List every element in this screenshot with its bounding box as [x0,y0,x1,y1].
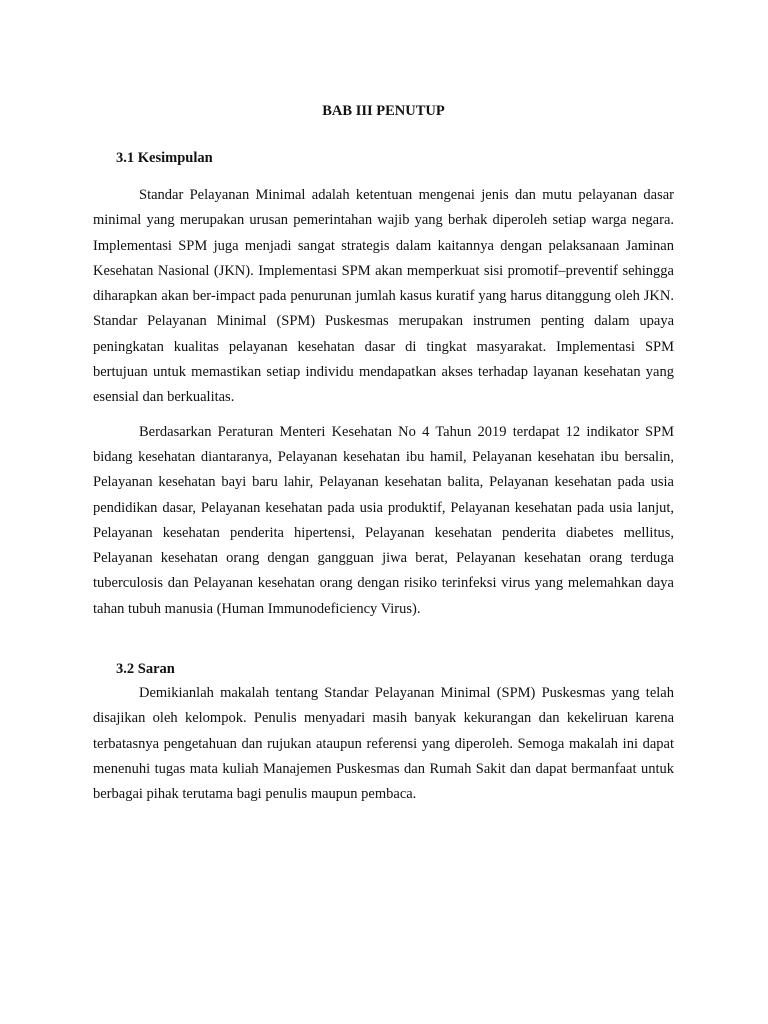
paragraph-kesimpulan-2: Berdasarkan Peraturan Menteri Kesehatan No 4 Tahun 2019 terdapat 12 indikator SPM bidang kesehatan diantaranya, Pelayanan kesehatan ibu hamil, Pelayanan kesehatan ibu bersalin, Pelayanan kesehatan bayi baru lahir, Pelayanan kesehatan balita, Pelayanan kesehatan pada usia pendidikan dasar, Pelayanan kesehatan pada usia produktif, Pelayanan kesehatan pada usia lanjut, Pelayanan kesehatan penderita hipertensi, Pelayanan kesehatan penderita diabetes mellitus, Pelayanan kesehatan orang dengan gangguan jiwa berat, Pelayanan kesehatan orang terduga tuberculosis dan Pelayanan kesehatan orang dengan risiko terinfeksi virus yang melemahkan daya tahan tubuh manusia (Human Immunodeficiency Virus). [93,423,674,617]
chapter-title: BAB III PENUTUP [322,103,445,119]
section-heading-saran: 3.2 Saran [116,661,175,678]
paragraph-saran-1: Demikianlah makalah tentang Standar Pelayanan Minimal (SPM) Puskesmas yang telah disajikan oleh kelompok. Penulis menyadari masih banyak kekurangan dan kekeliruan karena terbatasnya pengetahuan dan rujukan ataupun referensi yang diperoleh. Semoga makalah ini dapat menenuhi tugas mata kuliah Manajemen Puskesmas dan Rumah Sakit dan dapat bermanfaat untuk berbagai pihak terutama bagi penulis maupun pembaca. [93,685,674,803]
page-content [93,102,674,808]
section-heading-kesimpulan: 3.1 Kesimpulan [116,150,213,166]
paragraph-kesimpulan-1: Standar Pelayanan Minimal adalah ketentuan mengenai jenis dan mutu pelayanan dasar minimal yang merupakan urusan pemerintahan wajib yang berhak diperoleh setiap warga negara. Implementasi SPM juga menjadi sangat strategis dalam kaitannya dengan pelaksanaan Jaminan Kesehatan Nasional (JKN). Implementasi SPM akan memperkuat sisi promotif–preventif sehingga diharapkan akan ber-impact pada penurunan jumlah kasus kuratif yang harus ditanggung oleh JKN. Standar Pelayanan Minimal (SPM) Puskesmas merupakan instrumen penting dalam upaya peningkatan kualitas pelayanan kesehatan dasar di tingkat masyarakat. Implementasi SPM bertujuan untuk memastikan setiap individu mendapatkan akses terhadap layanan kesehatan yang esensial dan berkualitas. [93,187,674,406]
